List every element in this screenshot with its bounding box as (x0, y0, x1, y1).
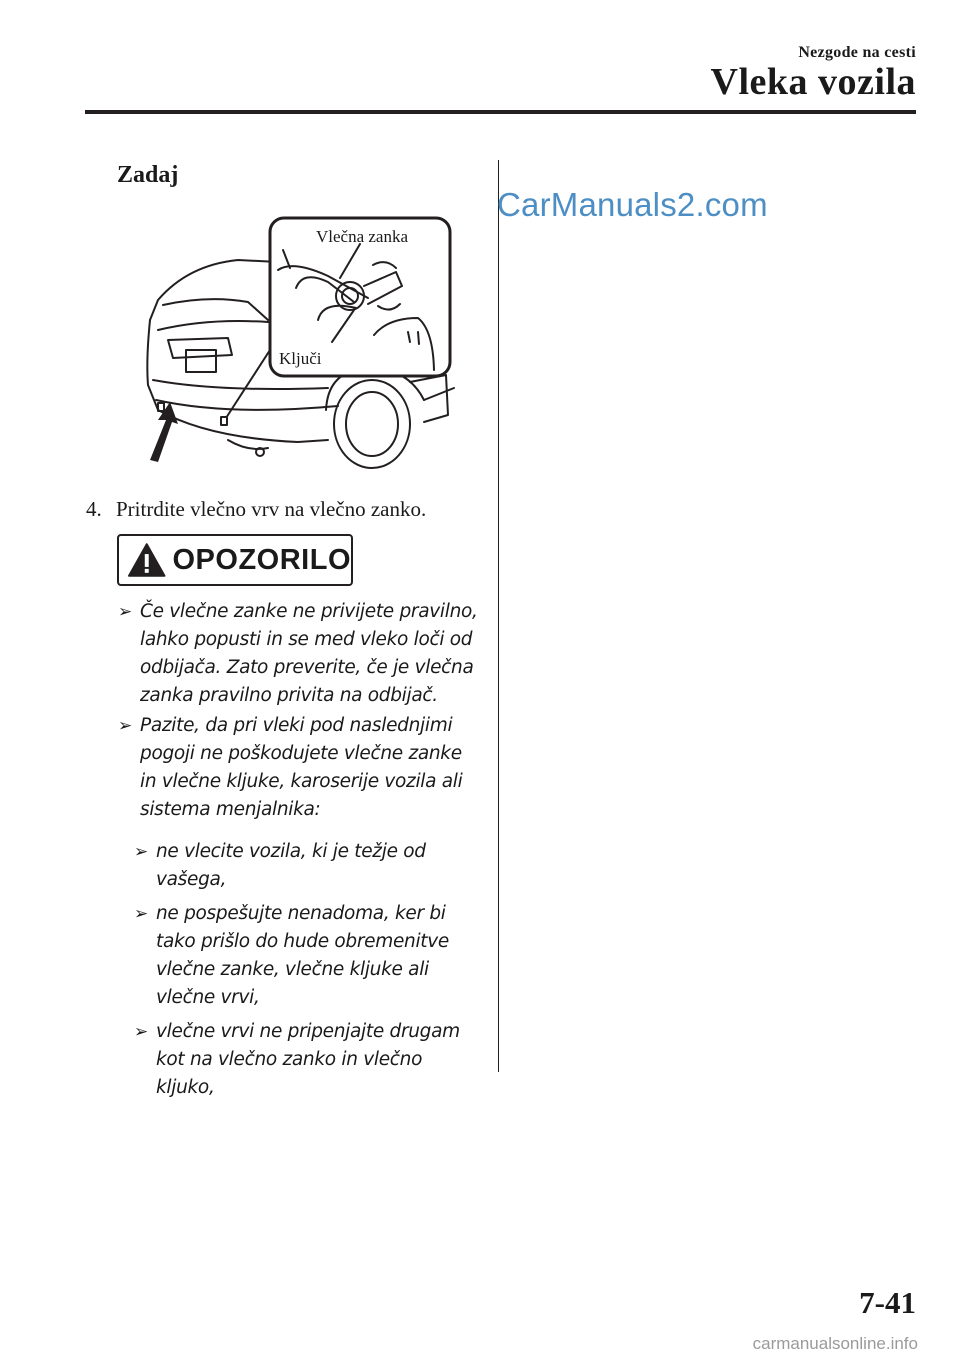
bullet-arrow-icon: ➢ (118, 602, 132, 622)
warning-sub-item-text: ne pospešujte nenadoma, ker bi tako prišlo do hude obremenitve vlečne zanke, vlečne kljuke ali vlečne vrvi, (156, 903, 449, 1008)
section-title: Nezgode na cesti (798, 44, 916, 61)
warning-sub-item-text: vlečne vrvi ne pripenjajte drugam kot na vlečno zanko in vlečno kljuko, (156, 1021, 460, 1098)
rear-car-illustration (128, 210, 458, 472)
warning-box (117, 534, 353, 586)
step-text: Pritrdite vlečno vrv na vlečno zanko. (116, 497, 427, 521)
page-title: Vleka vozila (710, 61, 916, 103)
bullet-arrow-icon: ➢ (134, 842, 148, 862)
bullet-arrow-icon: ➢ (134, 1022, 148, 1042)
warning-sub-item (134, 900, 478, 1012)
watermark: CarManuals2.com (497, 186, 768, 223)
tow-hook-label: Vlečna zanka (316, 227, 409, 246)
warning-title: OPOZORILO (172, 543, 351, 576)
header-rule (85, 110, 916, 114)
page-number: 7-41 (859, 1285, 916, 1320)
step-number: 4. (86, 497, 102, 521)
warning-item-text: Pazite, da pri vleki pod naslednjimi pogoji ne poškodujete vlečne zanke in vlečne kljuke, karoserije vozila ali sistema menjalnika: (140, 715, 463, 820)
warning-sub-item (134, 1018, 478, 1102)
sub-heading: Zadaj (117, 162, 179, 188)
footer-watermark: carmanualsonline.info (752, 1334, 918, 1353)
warning-list (118, 598, 478, 1108)
warning-item (118, 598, 478, 710)
rear-tow-hook-figure (128, 210, 458, 472)
warning-triangle-icon (127, 542, 167, 578)
warning-item (118, 712, 478, 824)
key-label: Ključi (279, 349, 322, 368)
warning-sub-list (134, 838, 478, 1102)
step-4 (86, 497, 426, 522)
warning-item-text: Če vlečne zanke ne privijete pravilno, lahko popusti in se med vleko loči od odbijača. Zato preverite, če je vlečna zanka pravilno privita na odbijač. (140, 601, 478, 706)
warning-sub-item (134, 838, 478, 894)
warning-sub-item-text: ne vlecite vozila, ki je težje od vašega, (156, 841, 426, 890)
column-divider (498, 160, 499, 1072)
bullet-arrow-icon: ➢ (134, 904, 148, 924)
bullet-arrow-icon: ➢ (118, 716, 132, 736)
